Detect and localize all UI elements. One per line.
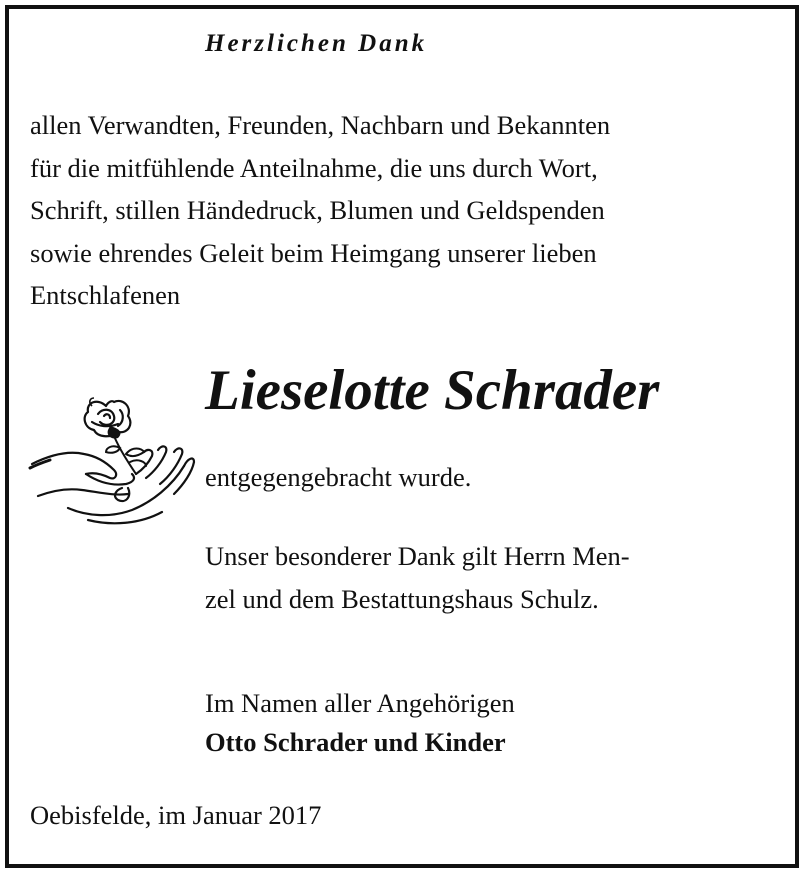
intro-line: sowie ehrendes Geleit beim Heimgang unserer lieben — [30, 237, 597, 268]
signers: Otto Schrader und Kinder — [205, 727, 506, 757]
special-thanks — [205, 535, 630, 621]
place-date: Oebisfelde, im Januar 2017 — [30, 800, 322, 830]
intro-line: Entschlafenen — [30, 280, 181, 310]
deceased-name: Lieselotte Schrader — [205, 359, 660, 422]
rose-in-hands-icon — [28, 392, 198, 532]
intro-paragraph — [30, 104, 775, 317]
rendered-text: entgegengebracht wurde. — [205, 462, 472, 492]
intro-line: allen Verwandten, Freunden, Nachbarn und Bekannten — [30, 110, 611, 140]
intro-line: Schrift, stillen Händedruck, Blumen und Geldspenden — [30, 195, 605, 225]
heading: Herzlichen Dank — [205, 30, 428, 57]
special-thanks-line: Unser besonderer Dank gilt Herrn Men- — [205, 541, 630, 571]
special-thanks-line: zel und dem Bestattungshaus Schulz. — [205, 584, 599, 614]
intro-line: für die mitfühlende Anteilnahme, die uns durch Wort, — [30, 152, 598, 183]
behalf-line: Im Namen aller Angehörigen — [205, 688, 515, 718]
